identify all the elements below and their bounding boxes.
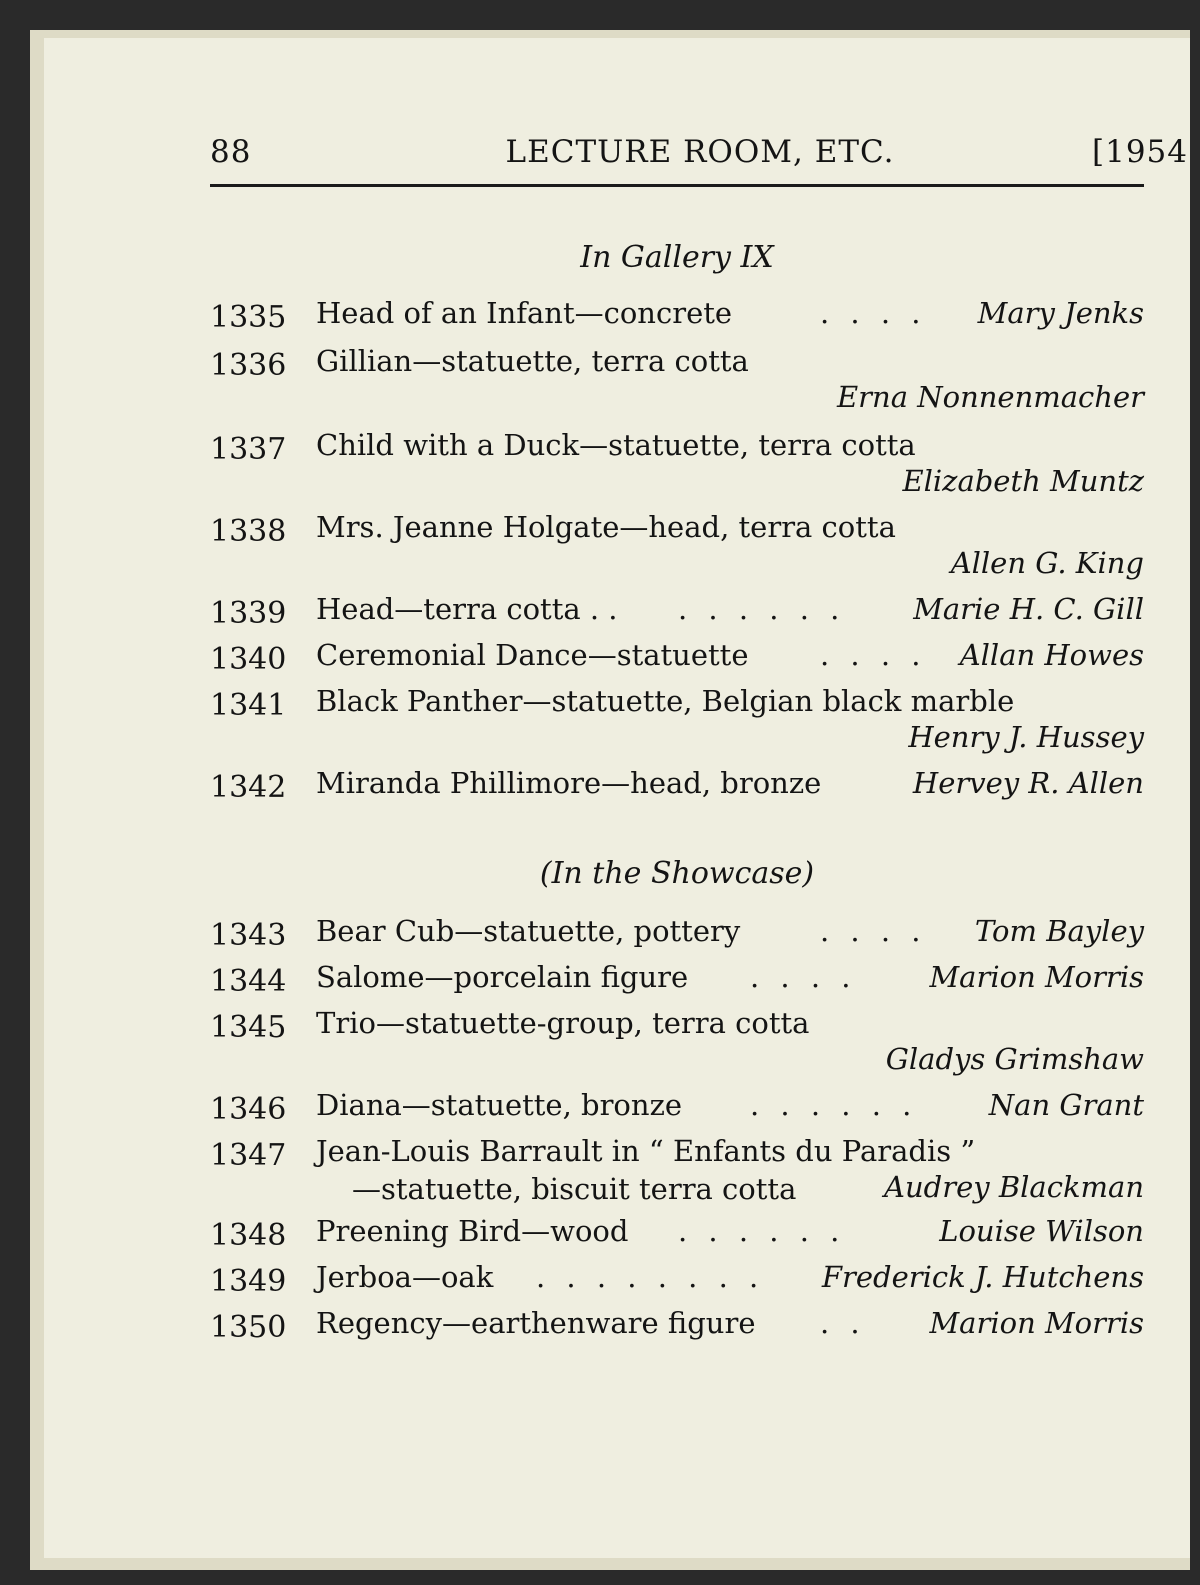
catalogue-entry bbox=[210, 1088, 1144, 1128]
entry-title: Head—terra cotta . . bbox=[316, 592, 618, 626]
dot-leader: . . . . . . . . bbox=[536, 1260, 765, 1294]
entry-title: Ceremonial Dance—statuette bbox=[316, 638, 749, 672]
entry-title: Salome—porcelain figure bbox=[316, 960, 689, 994]
dot-leader: . . . . bbox=[820, 296, 927, 330]
entry-artist: Henry J. Hussey bbox=[908, 720, 1144, 754]
dot-leader: . . . . . . bbox=[678, 1214, 846, 1248]
entry-title: Trio—statuette-group, terra cotta bbox=[316, 1006, 810, 1040]
catalogue-entry bbox=[210, 684, 1144, 754]
catalogue-entry bbox=[210, 766, 1144, 806]
catalogue-entry bbox=[210, 592, 1144, 632]
entry-number: 1337 bbox=[210, 432, 287, 467]
entry-number: 1338 bbox=[210, 514, 287, 549]
entry-number: 1343 bbox=[210, 918, 287, 953]
entry-artist: Hervey R. Allen bbox=[912, 766, 1144, 800]
entry-artist: Audrey Blackman bbox=[884, 1170, 1144, 1204]
catalogue-entry bbox=[210, 1306, 1144, 1346]
dot-leader: . . . . bbox=[820, 914, 927, 948]
entry-title: Mrs. Jeanne Holgate—head, terra cotta bbox=[316, 510, 896, 544]
header-rule bbox=[210, 184, 1144, 187]
entry-artist: Elizabeth Muntz bbox=[902, 464, 1144, 498]
catalogue-entry bbox=[210, 296, 1144, 336]
catalogue-entry bbox=[210, 638, 1144, 678]
catalogue-entry bbox=[210, 1134, 1144, 1206]
entry-title: Diana—statuette, bronze bbox=[316, 1088, 683, 1122]
entry-number: 1339 bbox=[210, 596, 287, 631]
entry-artist: Mary Jenks bbox=[977, 296, 1144, 330]
section-heading-showcase: (In the Showcase) bbox=[539, 856, 815, 891]
catalogue-entry bbox=[210, 1214, 1144, 1254]
dot-leader: . . bbox=[820, 1306, 866, 1340]
entry-title: Jerboa—oak bbox=[316, 1260, 494, 1294]
entry-artist: Tom Bayley bbox=[974, 914, 1144, 948]
entry-artist: Allen G. King bbox=[950, 546, 1144, 580]
catalogue-entry bbox=[210, 960, 1144, 1000]
catalogue-entry bbox=[210, 428, 1144, 498]
entry-artist: Marion Morris bbox=[929, 1306, 1144, 1340]
section-heading-gallery-ix: In Gallery IX bbox=[580, 240, 774, 275]
entry-number: 1350 bbox=[210, 1310, 287, 1345]
entry-subtitle: —statuette, biscuit terra cotta bbox=[352, 1172, 797, 1206]
entry-artist: Frederick J. Hutchens bbox=[821, 1260, 1144, 1294]
entry-number: 1340 bbox=[210, 642, 287, 677]
page-title: LECTURE ROOM, ETC. bbox=[505, 134, 895, 170]
entry-artist: Louise Wilson bbox=[939, 1214, 1144, 1248]
entry-number: 1347 bbox=[210, 1138, 287, 1173]
catalogue-entry bbox=[210, 344, 1144, 414]
entry-title: Preening Bird—wood bbox=[316, 1214, 629, 1248]
entry-title: Miranda Phillimore—head, bronze bbox=[316, 766, 822, 800]
page-number: 88 bbox=[210, 134, 252, 170]
entry-title: Gillian—statuette, terra cotta bbox=[316, 344, 749, 378]
entry-artist: Erna Nonnenmacher bbox=[837, 380, 1144, 414]
entry-number: 1345 bbox=[210, 1010, 287, 1045]
entry-number: 1341 bbox=[210, 688, 287, 723]
page-year: [1954 bbox=[1092, 134, 1188, 170]
entry-number: 1342 bbox=[210, 770, 287, 805]
catalogue-entry bbox=[210, 1006, 1144, 1076]
dot-leader: . . . . bbox=[750, 960, 857, 994]
book-page bbox=[44, 38, 1190, 1558]
entry-number: 1336 bbox=[210, 348, 287, 383]
entry-number: 1349 bbox=[210, 1264, 287, 1299]
entry-artist: Allan Howes bbox=[959, 638, 1144, 672]
entry-title: Black Panther—statuette, Belgian black marble bbox=[316, 684, 1015, 718]
catalogue-entry bbox=[210, 1260, 1144, 1300]
dot-leader: . . . . . . bbox=[678, 592, 846, 626]
entry-title: Child with a Duck—statuette, terra cotta bbox=[316, 428, 916, 462]
running-head bbox=[210, 134, 1190, 184]
entry-title: Bear Cub—statuette, pottery bbox=[316, 914, 741, 948]
entry-artist: Nan Grant bbox=[988, 1088, 1144, 1122]
catalogue-entry bbox=[210, 914, 1144, 954]
dot-leader: . . . . . . bbox=[750, 1088, 918, 1122]
entry-artist: Marie H. C. Gill bbox=[913, 592, 1144, 626]
entry-title: Regency—earthenware figure bbox=[316, 1306, 756, 1340]
entry-title: Jean-Louis Barrault in “ Enfants du Paradis ” bbox=[316, 1134, 976, 1168]
entry-title: Head of an Infant—concrete bbox=[316, 296, 733, 330]
entry-number: 1344 bbox=[210, 964, 287, 999]
catalogue-entry bbox=[210, 510, 1144, 580]
entry-number: 1335 bbox=[210, 300, 287, 335]
entry-artist: Gladys Grimshaw bbox=[885, 1042, 1144, 1076]
entry-number: 1348 bbox=[210, 1218, 287, 1253]
dot-leader: . . . . bbox=[820, 638, 927, 672]
entry-artist: Marion Morris bbox=[929, 960, 1144, 994]
entry-number: 1346 bbox=[210, 1092, 287, 1127]
